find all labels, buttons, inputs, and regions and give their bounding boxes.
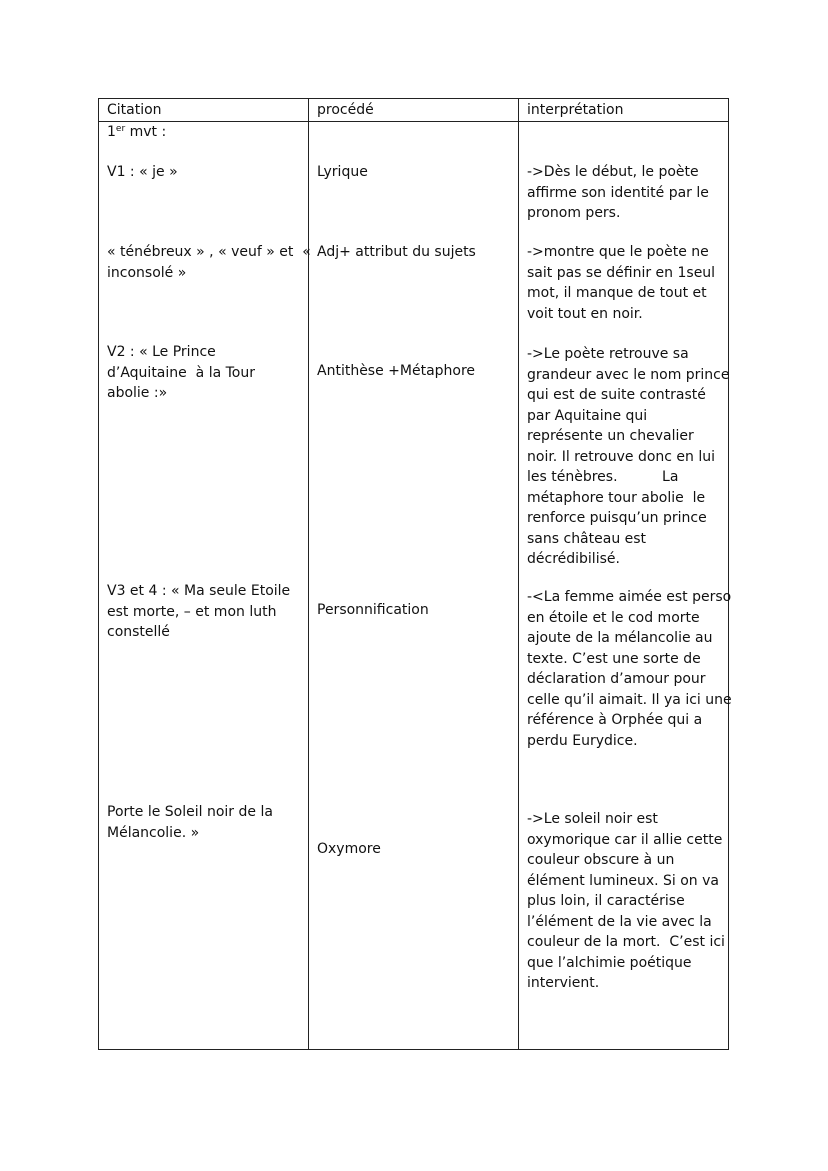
- interpretation-line: représente un chevalier: [527, 428, 694, 444]
- interpretation-line: -<La femme aimée est perso: [527, 589, 732, 605]
- interpretation-line: pronom pers.: [527, 205, 621, 221]
- citation-line: V3 et 4 : « Ma seule Etoile: [107, 583, 291, 599]
- citation-line: « ténébreux » , « veuf » et «: [107, 244, 311, 260]
- interpretation-line: renforce puisqu’un prince: [527, 510, 707, 526]
- interpretation-line: ->Le poète retrouve sa: [527, 346, 689, 362]
- interpretation-line: ->Le soleil noir est: [527, 811, 658, 827]
- interpretation-line: en étoile et le cod morte: [527, 609, 700, 626]
- procede-line: Personnification: [317, 602, 429, 618]
- procede-line: Antithèse +Métaphore: [317, 363, 476, 379]
- interpretation-line: affirme son identité par le: [527, 184, 709, 201]
- interpretation-line: qui est de suite contrasté: [527, 387, 706, 403]
- interpretation-line: les ténèbres. La: [527, 469, 679, 485]
- interpretation-line: ->montre que le poète ne: [527, 244, 709, 260]
- interpretation-line: par Aquitaine qui: [527, 407, 648, 424]
- interpretation-line: noir. Il retrouve donc en lui: [527, 448, 716, 465]
- interpretation-line: ajoute de la mélancolie au: [527, 630, 713, 646]
- citation-line: inconsolé »: [107, 264, 187, 281]
- interpretation-line: déclaration d’amour pour: [527, 671, 706, 687]
- interpretation-line: que l’alchimie poétique: [527, 954, 692, 971]
- interpretation-line: l’élément de la vie avec la: [527, 913, 712, 930]
- interpretation-line: grandeur avec le nom prince: [527, 366, 730, 383]
- interpretation-line: oxymorique car il allie cette: [527, 831, 723, 848]
- interpretation-line: élément lumineux. Si on va: [527, 872, 719, 889]
- interpretation-line: intervient.: [527, 975, 600, 991]
- column-divider: [518, 99, 519, 1049]
- citation-line: abolie :»: [107, 385, 168, 401]
- interpretation-line: couleur obscure à un: [527, 852, 675, 868]
- interpretation-line: celle qu’il aimait. Il ya ici une: [527, 691, 732, 708]
- interpretation-line: décrédibilisé.: [527, 551, 620, 567]
- header-procede: procédé: [317, 102, 374, 118]
- interpretation-line: référence à Orphée qui a: [527, 712, 703, 728]
- citation-line: V2 : « Le Prince: [107, 344, 216, 360]
- interpretation-line: sans château est: [527, 530, 647, 547]
- header-citation: Citation: [107, 102, 162, 118]
- interpretation-line: couleur de la mort. C’est ici: [527, 934, 725, 950]
- citation-line: est morte, – et mon luth: [107, 603, 277, 620]
- interpretation-line: perdu Eurydice.: [527, 732, 638, 749]
- procede-line: Lyrique: [317, 164, 368, 180]
- interpretation-line: métaphore tour abolie le: [527, 489, 706, 506]
- analysis-table: [98, 98, 732, 1050]
- section-superscript: er: [115, 124, 126, 134]
- interpretation-line: voit tout en noir.: [527, 305, 643, 322]
- citation-line: constellé: [107, 624, 170, 640]
- section-text: mvt :: [125, 124, 167, 140]
- citation-line: Mélancolie. »: [107, 824, 200, 841]
- interpretation-line: ->Dès le début, le poète: [527, 164, 699, 180]
- interpretation-line: plus loin, il caractérise: [527, 893, 685, 909]
- interpretation-line: texte. C’est une sorte de: [527, 650, 701, 667]
- header-divider: [99, 121, 728, 122]
- citation-line: Porte le Soleil noir de la: [107, 804, 273, 820]
- citation-line: d’Aquitaine à la Tour: [107, 364, 255, 381]
- procede-line: Adj+ attribut du sujets: [317, 244, 476, 260]
- procede-line: Oxymore: [317, 841, 381, 857]
- interpretation-line: sait pas se définir en 1seul: [527, 264, 716, 281]
- section-label: [107, 122, 166, 143]
- section-number: 1: [107, 124, 116, 140]
- header-interpretation: interprétation: [527, 102, 624, 118]
- citation-line: V1 : « je »: [107, 164, 178, 180]
- interpretation-line: mot, il manque de tout et: [527, 285, 707, 301]
